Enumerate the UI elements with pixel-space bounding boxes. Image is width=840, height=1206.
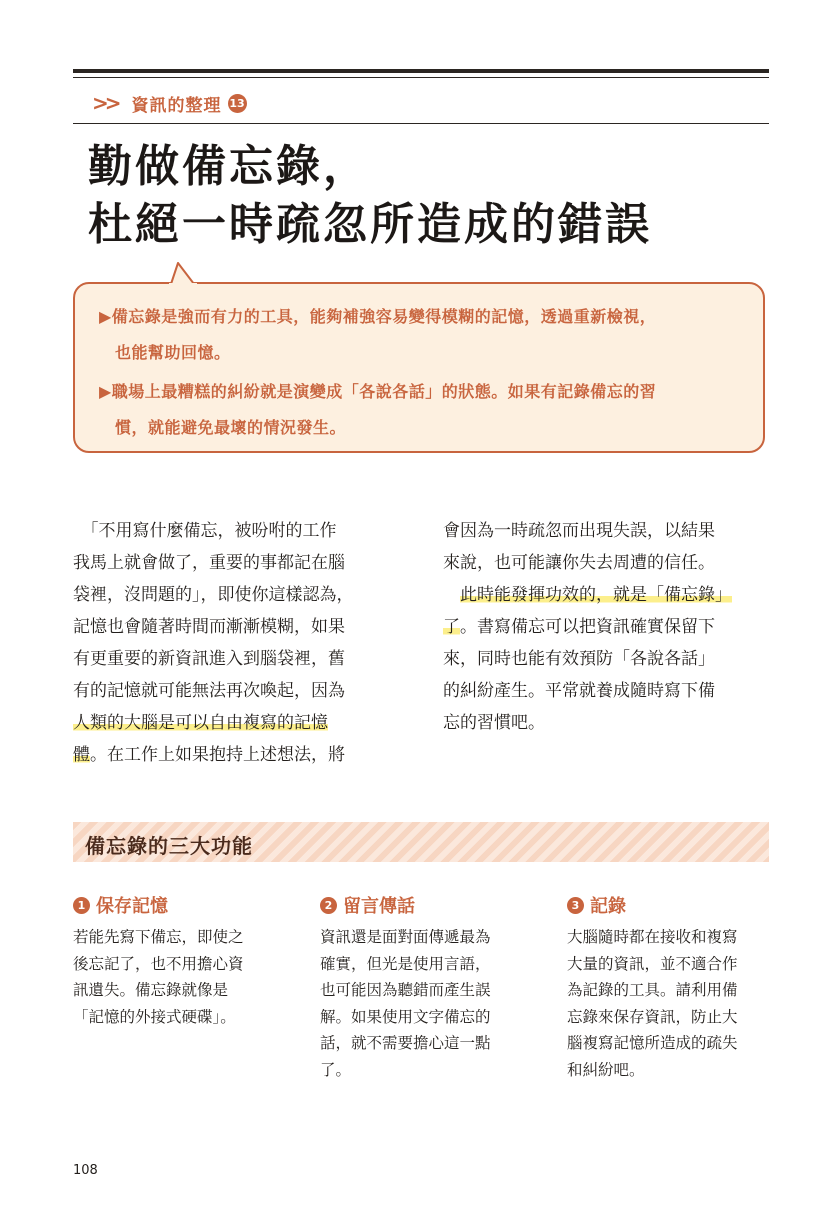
callout-line-2: 也能幫助回憶。 [115, 343, 231, 362]
page-title-line-2: 杜絕一時疏忽所造成的錯誤 [88, 199, 652, 250]
function-line: 訊遺失。備忘錄就像是 [73, 981, 229, 999]
highlighted-phrase: 了 [443, 617, 460, 637]
function-description [73, 924, 288, 1030]
header-rule [73, 123, 769, 124]
page-title [88, 138, 652, 254]
function-title [320, 892, 535, 918]
section-label: 資訊的整理 [131, 95, 222, 116]
chevron-double-right-icon: >> [92, 91, 118, 115]
function-line: 了。 [320, 1060, 352, 1079]
function-line: 腦複寫記憶所造成的疏失 [567, 1034, 738, 1052]
body-line: 的糾紛產生。平常就養成隨時寫下備 [443, 681, 715, 701]
body-line: 「不用寫什麼備忘，被吩咐的工作 [73, 521, 337, 541]
function-description [567, 924, 782, 1083]
function-line: 忘錄來保存資訊，防止大 [567, 1007, 738, 1026]
function-line: 確實，但光是使用言語， [320, 954, 491, 973]
function-title-text: 留言傳話 [343, 896, 415, 917]
body-line: 來，同時也能有效預防「各說各話」 [443, 649, 715, 669]
function-line: 大量的資訊，並不適合作 [567, 954, 738, 973]
body-line [443, 611, 773, 643]
function-number-badge: 3 [567, 897, 584, 914]
function-line: 為記錄的工具。請利用備 [567, 981, 738, 999]
function-line: 話，就不需要擔心這一點 [320, 1034, 491, 1052]
highlighted-phrase: 體 [73, 745, 90, 765]
body-line: 會因為一時疏忽而出現失誤，以結果 [443, 521, 715, 541]
body-column-right [443, 515, 773, 739]
section-number-badge: 13 [228, 94, 247, 113]
page-number: 108 [73, 1163, 98, 1178]
highlighted-phrase: 人類的大腦是可以自由複寫的記憶 [73, 713, 328, 733]
callout-line-1: ▶備忘錄是強而有力的工具，能夠補強容易變得模糊的記憶，透過重新檢視， [99, 307, 657, 326]
function-title-text: 保存記憶 [96, 896, 168, 917]
function-title [73, 892, 288, 918]
callout-tail [168, 260, 208, 300]
function-line: 若能先寫下備忘，即使之 [73, 928, 244, 946]
callout-line-3: ▶職場上最糟糕的糾紛就是演變成「各說各話」的狀態。如果有記錄備忘的習 [99, 382, 657, 401]
body-line: 忘的習慣吧。 [443, 713, 545, 733]
function-line: 「記憶的外接式硬碟」。 [73, 1007, 236, 1026]
page-title-line-1: 勤做備忘錄， [88, 141, 370, 192]
body-line [443, 579, 773, 611]
function-line: 和糾紛吧。 [567, 1060, 645, 1079]
function-line: 資訊還是面對面傳遞最為 [320, 928, 491, 946]
function-line: 解。如果使用文字備忘的 [320, 1007, 491, 1026]
body-line [73, 739, 403, 771]
body-line: 記憶也會隨著時間而漸漸模糊，如果 [73, 617, 345, 637]
section-header [92, 90, 247, 116]
function-title-text: 記錄 [590, 896, 626, 917]
function-line: 後忘記了，也不用擔心資 [73, 954, 244, 973]
body-line: 有更重要的新資訊進入到腦袋裡，舊 [73, 649, 345, 669]
body-line: 有的記憶就可能無法再次喚起，因為 [73, 681, 345, 701]
function-item-1 [73, 892, 288, 1030]
body-line: 我馬上就會做了，重要的事都記在腦 [73, 553, 345, 573]
callout-line-4: 慣，就能避免最壞的情況發生。 [115, 418, 347, 437]
function-item-3 [567, 892, 782, 1083]
body-line [73, 707, 403, 739]
function-title [567, 892, 782, 918]
function-number-badge: 1 [73, 897, 90, 914]
body-line: 袋裡，沒問題的」，即使你這樣認為， [73, 585, 354, 605]
function-description [320, 924, 535, 1083]
functions-heading: 備忘錄的三大功能 [85, 834, 253, 858]
top-rule-thick [73, 69, 769, 73]
body-column-left [73, 515, 403, 771]
function-item-2 [320, 892, 535, 1083]
functions-heading-band [73, 822, 769, 862]
top-rule-thin [73, 77, 769, 78]
function-number-badge: 2 [320, 897, 337, 914]
highlighted-phrase: 此時能發揮功效的，就是「備忘錄」 [460, 585, 732, 605]
body-text: 。在工作上如果抱持上述想法，將 [90, 745, 345, 765]
function-line: 也可能因為聽錯而產生誤 [320, 981, 491, 999]
summary-callout [73, 282, 765, 453]
function-line: 大腦隨時都在接收和複寫 [567, 928, 738, 946]
body-line: 來說，也可能讓你失去周遭的信任。 [443, 553, 715, 573]
body-text: 。書寫備忘可以把資訊確實保留下 [460, 617, 715, 637]
